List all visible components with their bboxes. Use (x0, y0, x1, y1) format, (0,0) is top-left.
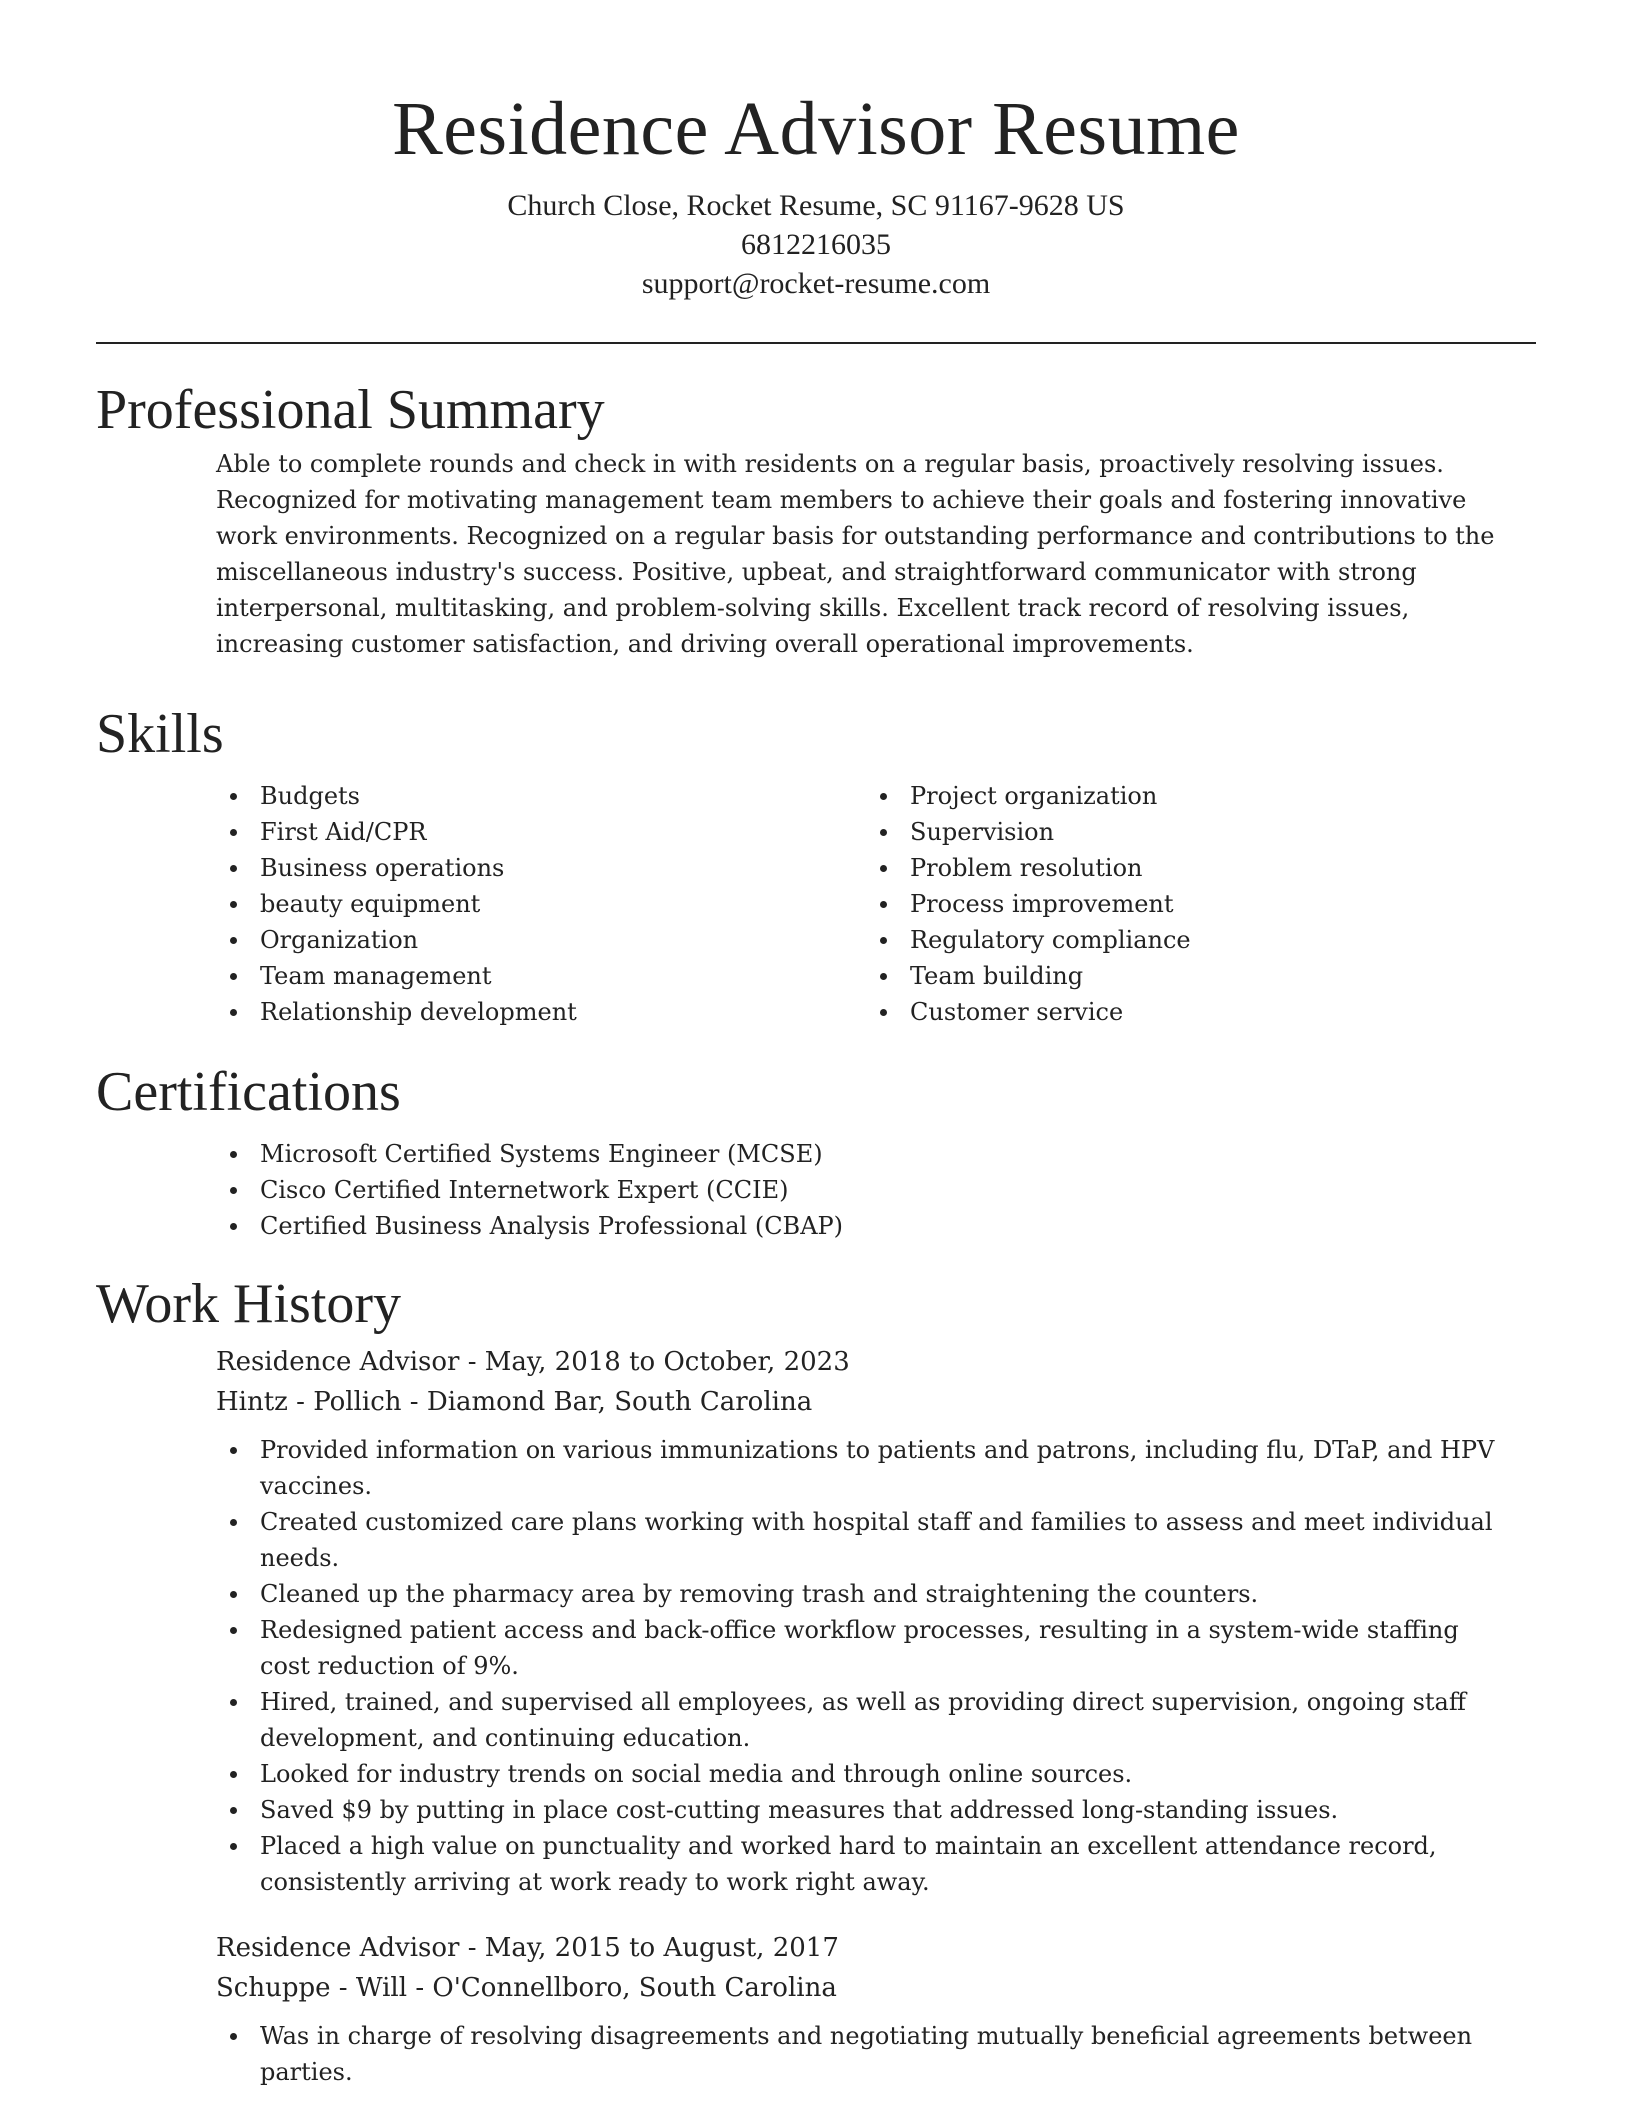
job-role-line: Residence Advisor - May, 2018 to October, 2023 (216, 1347, 850, 1377)
list-item: Microsoft Certified Systems Engineer (MCSE) (216, 1136, 1536, 1172)
job-company-line: Hintz - Pollich - Diamond Bar, South Carolina (216, 1387, 813, 1417)
list-item: Redesigned patient access and back-office workflow processes, resulting in a system-wide staffing cost reduction of 9%. (216, 1612, 1536, 1684)
skills-section (96, 702, 1536, 1030)
list-item: First Aid/CPR (216, 814, 866, 850)
skills-columns (216, 778, 1536, 1030)
list-item: Hired, trained, and supervised all employees, as well as providing direct supervision, ongoing staff development, and continuing education. (216, 1684, 1536, 1756)
resume-title: Residence Advisor Resume (392, 87, 1240, 171)
contact-block (0, 186, 1632, 303)
list-item: Looked for industry trends on social media and through online sources. (216, 1756, 1536, 1792)
work-history-section (96, 1272, 1536, 2090)
job-entry (216, 1928, 1536, 2090)
list-item: Customer service (866, 994, 1516, 1030)
summary-section (96, 378, 1536, 662)
work-history-heading: Work History (96, 1273, 402, 1335)
certifications-section (96, 1060, 1536, 1244)
list-item: Cleaned up the pharmacy area by removing trash and straightening the counters. (216, 1576, 1536, 1612)
header-divider (96, 342, 1536, 344)
list-item: Certified Business Analysis Professional (CBAP) (216, 1208, 1536, 1244)
list-item: Process improvement (866, 886, 1516, 922)
contact-phone: 6812216035 (741, 228, 891, 261)
list-item: Budgets (216, 778, 866, 814)
job-company-line: Schuppe - Will - O'Connellboro, South Carolina (216, 1973, 837, 2003)
skills-list-right (866, 778, 1516, 1030)
job-bullets (216, 1432, 1536, 1900)
list-item: Project organization (866, 778, 1516, 814)
summary-text: Able to complete rounds and check in with residents on a regular basis, proactively resolving issues. Recognized for motivating management team members to achieve their goals and fostering innovative work environments. Recognized on a regular basis for outstanding performance and contributions to the miscellaneous industry's success. Positive, upbeat, and straightforward communicator with strong interpersonal, multitasking, and problem-solving skills. Excellent track record of resolving issues, increasing customer satisfaction, and driving overall operational improvements. (216, 450, 1495, 658)
resume-header (0, 0, 1632, 303)
certifications-list (216, 1136, 1536, 1244)
list-item: Organization (216, 922, 866, 958)
list-item: Regulatory compliance (866, 922, 1516, 958)
list-item: Problem resolution (866, 850, 1516, 886)
list-item: Provided information on various immunizations to patients and patrons, including flu, DTaP, and HPV vaccines. (216, 1432, 1536, 1504)
list-item: Team building (866, 958, 1516, 994)
list-item: Relationship development (216, 994, 866, 1030)
list-item: Was in charge of resolving disagreements and negotiating mutually beneficial agreements between parties. (216, 2018, 1536, 2090)
summary-heading: Professional Summary (96, 379, 605, 441)
skills-list-left (216, 778, 866, 1030)
job-role-line: Residence Advisor - May, 2015 to August, 2017 (216, 1933, 839, 1963)
skills-heading: Skills (96, 703, 224, 765)
list-item: Team management (216, 958, 866, 994)
list-item: Created customized care plans working with hospital staff and families to assess and meet individual needs. (216, 1504, 1536, 1576)
list-item: Placed a high value on punctuality and worked hard to maintain an excellent attendance record, consistently arriving at work ready to work right away. (216, 1828, 1536, 1900)
list-item: beauty equipment (216, 886, 866, 922)
job-entry (216, 1342, 1536, 1900)
list-item: Saved $9 by putting in place cost-cutting measures that addressed long-standing issues. (216, 1792, 1536, 1828)
list-item: Cisco Certified Internetwork Expert (CCIE) (216, 1172, 1536, 1208)
contact-address: Church Close, Rocket Resume, SC 91167-9628 US (507, 189, 1125, 222)
contact-email: support@rocket-resume.com (641, 267, 991, 300)
certifications-heading: Certifications (96, 1061, 401, 1123)
list-item: Business operations (216, 850, 866, 886)
list-item: Supervision (866, 814, 1516, 850)
job-bullets (216, 2018, 1536, 2090)
